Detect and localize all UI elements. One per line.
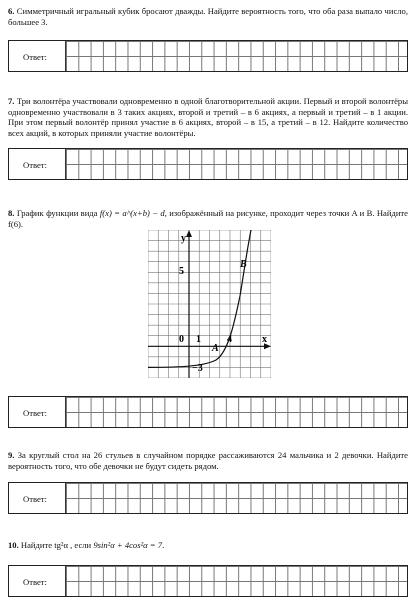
tick-label-y5: 5 [179, 266, 184, 277]
task-number: 8. [8, 208, 15, 218]
formula: 9sin²α + 4cos²α = 7 [93, 540, 163, 550]
task-text: Три волонтёра участвовали одновременно в одной благотворительной акции. Первый и второй волонтёры одновременно участвовали в 3 таких акциях, второй и третий – в 6 акциях, а первый и третий – в 1 акции. При этом первый волонтёр принял участие в 6 акциях, второй – в 15, а третий – в 12. Найдите количество всех акций, в которых приняли участие волонтёры. [8, 96, 408, 138]
x-axis-label: x [262, 334, 267, 345]
point-b-label: B [240, 259, 247, 270]
answer-label: Ответ: [23, 52, 47, 62]
tick-label-x1: 1 [196, 334, 201, 345]
y-axis-arrow [186, 230, 192, 237]
task-9 [8, 450, 408, 471]
task-text: За круглый стол на 26 стульев в случайном порядке рассаживаются 24 мальчика и 2 девочки. Найдите вероятность того, что обе девочки не будут сидеть рядом. [8, 450, 408, 471]
answer-box-6[interactable] [8, 40, 408, 72]
task-number: 9. [8, 450, 15, 460]
task-number: 10. [8, 540, 19, 550]
answer-label: Ответ: [23, 577, 47, 587]
grid [148, 230, 271, 378]
point-a-label: A [212, 343, 219, 354]
task-number: 6. [8, 6, 15, 16]
answer-box-9[interactable] [8, 482, 408, 514]
answer-cells[interactable] [65, 566, 407, 596]
task-6 [8, 6, 408, 27]
answer-box-10[interactable] [8, 565, 408, 597]
task-text: Найдите tg²α , если [20, 540, 92, 550]
task-text: График функции вида [16, 208, 98, 218]
task-7 [8, 96, 408, 138]
graph-svg [148, 230, 271, 378]
answer-label: Ответ: [23, 494, 47, 504]
formula: f(x) = a^(x+b) − d [99, 208, 165, 218]
task-text: Симметричный игральный кубик бросают дважды. Найдите вероятность того, что оба раза выпало число, большее 3. [8, 6, 408, 27]
answer-cells[interactable] [65, 483, 407, 513]
task-number: 7. [8, 96, 15, 106]
answer-cells[interactable] [65, 41, 407, 71]
function-graph [148, 230, 271, 378]
answer-box-7[interactable] [8, 148, 408, 180]
task-10 [8, 540, 408, 551]
answer-cells[interactable] [65, 397, 407, 427]
tick-label-origin: 0 [179, 334, 184, 345]
task-text: , изображённый на рисунке, проходит через точки A и B. Найдите f(6). [8, 208, 408, 229]
answer-label: Ответ: [23, 408, 47, 418]
tick-label-y-minus3: −3 [192, 363, 203, 374]
answer-box-8[interactable] [8, 396, 408, 428]
task-8 [8, 208, 408, 229]
tick-label-x4: 4 [227, 334, 232, 345]
answer-cells[interactable] [65, 149, 407, 179]
answer-label: Ответ: [23, 160, 47, 170]
task-text: . [162, 540, 165, 550]
y-axis-label: y [181, 233, 186, 244]
